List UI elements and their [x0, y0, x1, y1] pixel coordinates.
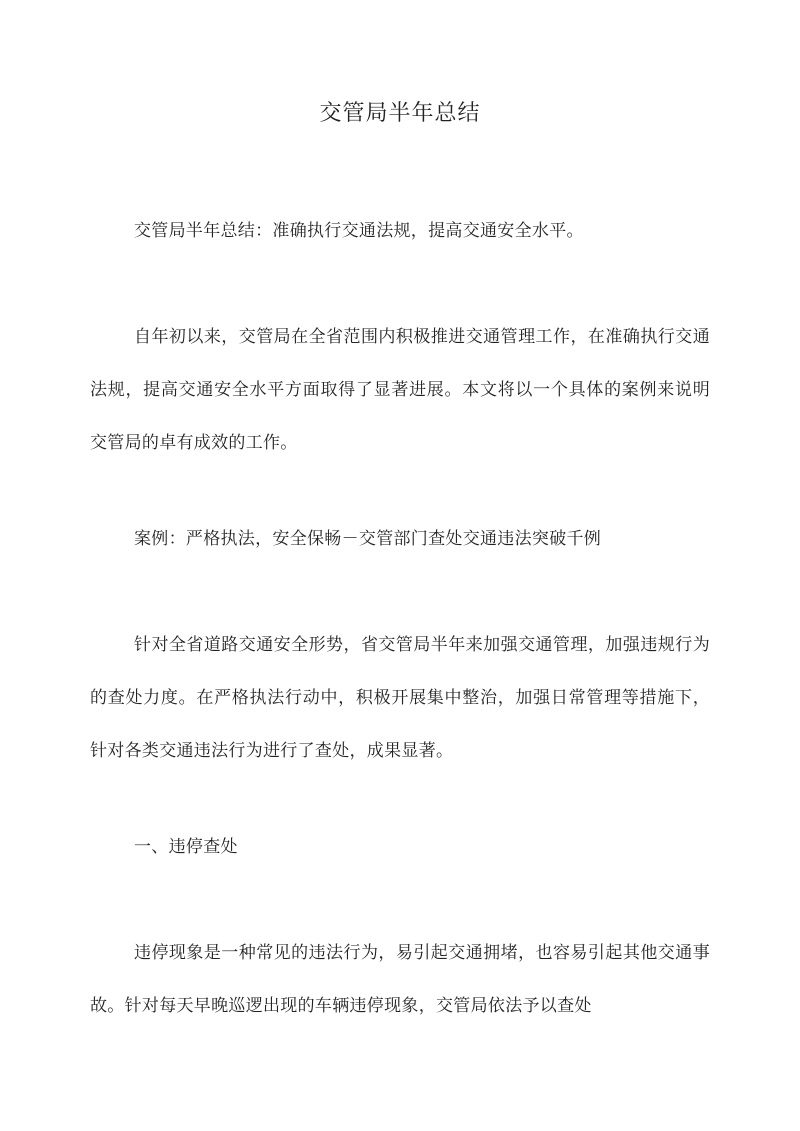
overview-paragraph: 自年初以来，交管局在全省范围内积极推进交通管理工作，在准确执行交通法规，提高交通安全水平方面取得了显著进展。本文将以一个具体的案例来说明交管局的卓有成效的工作。	[90, 327, 710, 453]
case-paragraph: 针对全省道路交通安全形势，省交管局半年来加强交通管理，加强违规行为的查处力度。在严格执法行动中，积极开展集中整治，加强日常管理等措施下，针对各类交通违法行为进行了查处，成果显著。	[90, 635, 710, 761]
case-heading: 案例：严格执法，安全保畅－交管部门查处交通违法突破千例	[134, 529, 602, 549]
illegal-parking-paragraph: 违停现象是一种常见的违法行为，易引起交通拥堵，也容易引起其他交通事故。针对每天早晚巡逻出现的车辆违停现象，交管局依法予以查处	[90, 943, 710, 1016]
intro-paragraph: 交管局半年总结：准确执行交通法规，提高交通安全水平。	[134, 221, 584, 241]
section-heading-illegal-parking: 一、违停查处	[134, 837, 238, 857]
document-title: 交管局半年总结	[319, 101, 481, 126]
